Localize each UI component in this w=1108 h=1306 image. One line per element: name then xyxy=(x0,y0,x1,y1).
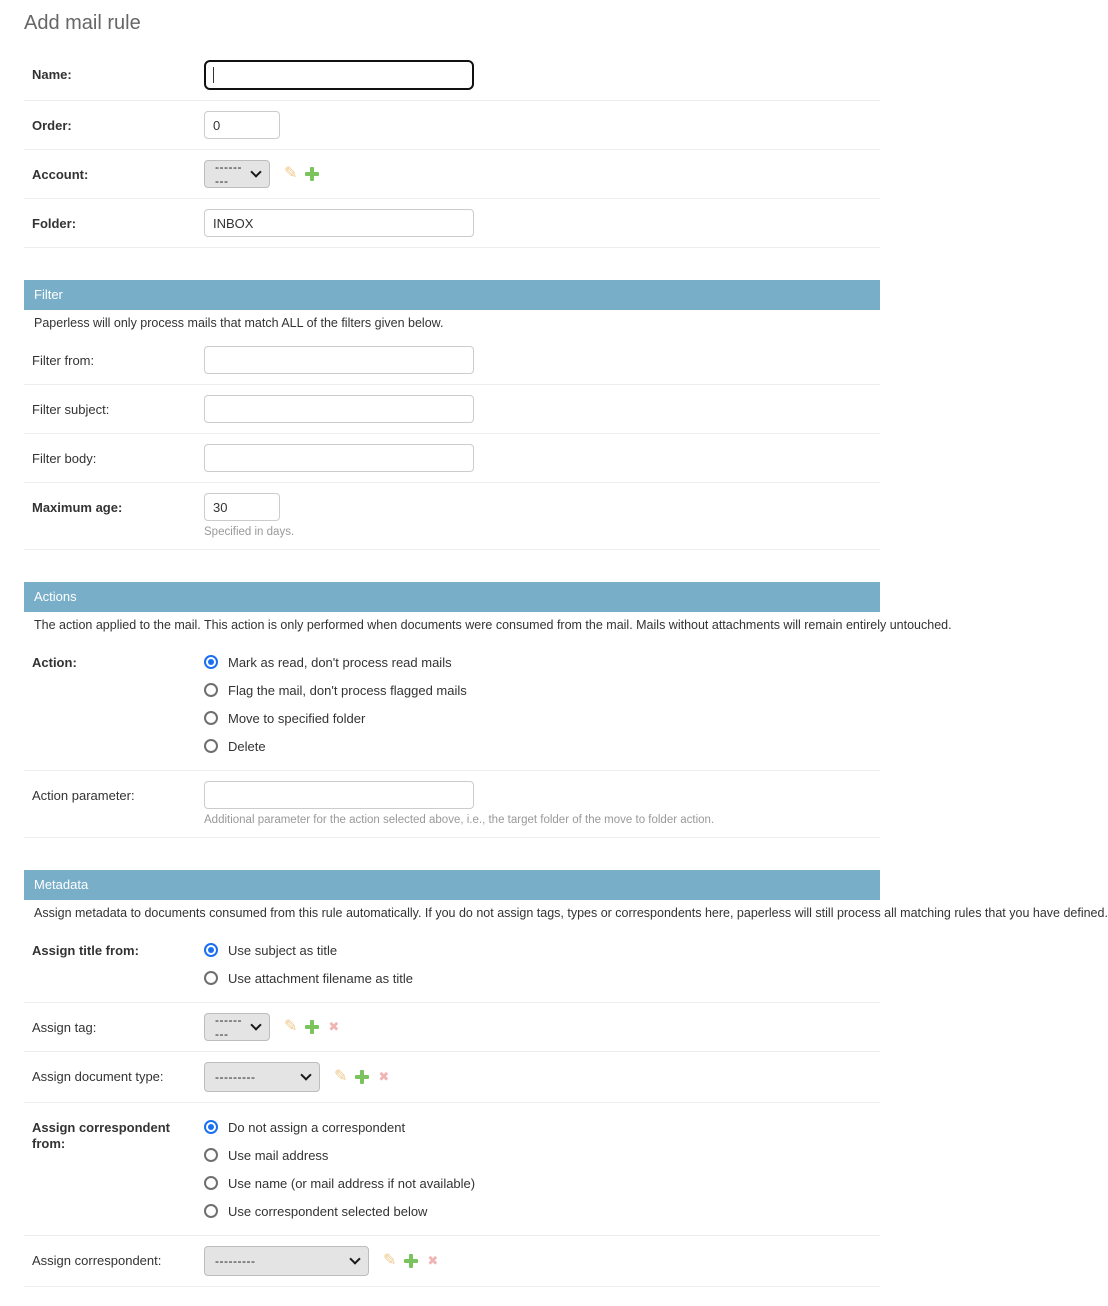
name-input[interactable] xyxy=(204,60,474,90)
folder-row xyxy=(24,199,880,248)
metadata-fieldset xyxy=(24,870,1108,1287)
actions-section-description: The action applied to the mail. This action is only performed when documents were consumed from the mail. Mails without attachments will remain entirely untouched. xyxy=(34,618,952,632)
delete-icon[interactable]: ✖ xyxy=(427,1253,439,1268)
assign-correspondent-from-radio-group xyxy=(204,1113,475,1225)
edit-icon[interactable]: ✎ xyxy=(284,165,298,182)
assign-tag-row xyxy=(24,1003,880,1052)
folder-input[interactable] xyxy=(204,209,474,237)
maximum-age-label: Maximum age: xyxy=(32,500,123,515)
radio-icon[interactable] xyxy=(204,1120,218,1134)
action-parameter-help: Additional parameter for the action selected above, i.e., the target folder of the move to folder action. xyxy=(204,814,715,826)
filter-body-input[interactable] xyxy=(204,444,474,472)
action-option-flag-mail[interactable] xyxy=(204,676,467,704)
add-icon[interactable] xyxy=(305,167,319,181)
filter-fieldset xyxy=(24,280,880,550)
radio-icon[interactable] xyxy=(204,1148,218,1162)
folder-label: Folder: xyxy=(32,216,77,231)
chevron-down-icon xyxy=(250,166,261,177)
radio-label[interactable]: Mark as read, don't process read mails xyxy=(228,654,452,670)
filter-body-row xyxy=(24,434,880,483)
assign-title-from-radio-group xyxy=(204,936,413,992)
action-option-delete[interactable] xyxy=(204,732,467,760)
maximum-age-row xyxy=(24,483,880,550)
action-parameter-row xyxy=(24,771,880,838)
filter-subject-input[interactable] xyxy=(204,395,474,423)
chevron-down-icon xyxy=(349,1253,360,1264)
account-select[interactable] xyxy=(204,160,270,188)
assign-correspondent-select[interactable] xyxy=(204,1246,369,1276)
radio-label[interactable]: Use correspondent selected below xyxy=(228,1203,428,1219)
add-icon[interactable] xyxy=(305,1020,319,1034)
assign-tag-select[interactable] xyxy=(204,1013,270,1041)
maximum-age-input[interactable] xyxy=(204,493,280,521)
general-fieldset xyxy=(24,50,880,248)
filter-section-description: Paperless will only process mails that match ALL of the filters given below. xyxy=(34,316,444,330)
assign-correspondent-label: Assign correspondent: xyxy=(32,1253,162,1268)
chevron-down-icon xyxy=(300,1069,311,1080)
assign-correspondent-select-value: --------- xyxy=(215,1254,256,1268)
radio-label[interactable]: Use attachment filename as title xyxy=(228,970,413,986)
metadata-section-description: Assign metadata to documents consumed from this rule automatically. If you do not assign tags, types or correspondents here, paperless will still process all matching rules that you have defined. xyxy=(34,906,1108,920)
account-row xyxy=(24,150,880,199)
filter-from-label: Filter from: xyxy=(32,353,95,368)
assign-document-type-select[interactable] xyxy=(204,1062,320,1092)
assign-correspondent-from-label: Assign correspondent from: xyxy=(32,1120,170,1151)
action-parameter-input[interactable] xyxy=(204,781,474,809)
action-parameter-label: Action parameter: xyxy=(32,788,135,803)
actions-fieldset xyxy=(24,582,952,838)
radio-icon[interactable] xyxy=(204,1204,218,1218)
assign-document-type-row xyxy=(24,1052,880,1103)
action-option-move-folder[interactable] xyxy=(204,704,467,732)
chevron-down-icon xyxy=(250,1019,261,1030)
radio-label[interactable]: Move to specified folder xyxy=(228,710,366,726)
page-title: Add mail rule xyxy=(24,12,141,34)
filter-from-input[interactable] xyxy=(204,346,474,374)
action-label: Action: xyxy=(32,655,77,670)
action-row xyxy=(24,638,880,771)
filter-section-header: Filter xyxy=(24,280,880,310)
assign-title-from-label: Assign title from: xyxy=(32,943,139,958)
assign-tag-select-value: --------- xyxy=(215,1013,242,1041)
order-input[interactable] xyxy=(204,111,280,139)
filter-from-row xyxy=(24,336,880,385)
name-label: Name: xyxy=(32,67,72,82)
radio-icon[interactable] xyxy=(204,739,218,753)
filter-subject-row xyxy=(24,385,880,434)
radio-label[interactable]: Use mail address xyxy=(228,1147,329,1163)
radio-icon[interactable] xyxy=(204,655,218,669)
radio-label[interactable]: Use subject as title xyxy=(228,942,338,958)
radio-icon[interactable] xyxy=(204,1176,218,1190)
action-option-mark-as-read[interactable] xyxy=(204,648,467,676)
radio-icon[interactable] xyxy=(204,971,218,985)
filter-body-label: Filter body: xyxy=(32,451,97,466)
radio-icon[interactable] xyxy=(204,711,218,725)
edit-icon[interactable]: ✎ xyxy=(383,1252,397,1269)
assign-title-from-row xyxy=(24,926,880,1003)
metadata-section-header: Metadata xyxy=(24,870,880,900)
actions-section-header: Actions xyxy=(24,582,880,612)
delete-icon[interactable]: ✖ xyxy=(328,1019,340,1034)
assign-tag-label: Assign tag: xyxy=(32,1020,97,1035)
order-row xyxy=(24,101,880,150)
assign-correspondent-from-row xyxy=(24,1103,880,1236)
assign-document-type-label: Assign document type: xyxy=(32,1069,164,1084)
edit-icon[interactable]: ✎ xyxy=(284,1018,298,1035)
action-radio-group xyxy=(204,648,467,760)
add-mail-rule-page xyxy=(0,10,1108,1306)
radio-label[interactable]: Flag the mail, don't process flagged mails xyxy=(228,682,467,698)
filter-subject-label: Filter subject: xyxy=(32,402,110,417)
text-caret xyxy=(213,67,214,83)
radio-label[interactable]: Do not assign a correspondent xyxy=(228,1119,406,1135)
correspondent-option-name[interactable] xyxy=(204,1169,475,1197)
correspondent-option-selected-below[interactable] xyxy=(204,1197,475,1225)
delete-icon[interactable]: ✖ xyxy=(378,1069,390,1084)
assign-correspondent-row xyxy=(24,1236,880,1287)
radio-label[interactable]: Delete xyxy=(228,738,266,754)
assign-document-type-select-value: --------- xyxy=(215,1070,256,1084)
edit-icon[interactable]: ✎ xyxy=(334,1068,348,1085)
name-row xyxy=(24,50,880,101)
add-icon[interactable] xyxy=(355,1070,369,1084)
maximum-age-help: Specified in days. xyxy=(204,526,295,538)
correspondent-option-mail-address[interactable] xyxy=(204,1141,475,1169)
add-icon[interactable] xyxy=(404,1254,418,1268)
radio-label[interactable]: Use name (or mail address if not available) xyxy=(228,1175,476,1191)
account-select-value: --------- xyxy=(215,160,242,188)
correspondent-option-none[interactable] xyxy=(204,1113,475,1141)
radio-icon[interactable] xyxy=(204,943,218,957)
title-option-subject[interactable] xyxy=(204,936,413,964)
order-label: Order: xyxy=(32,118,72,133)
account-label: Account: xyxy=(32,167,89,182)
radio-icon[interactable] xyxy=(204,683,218,697)
title-option-attachment-filename[interactable] xyxy=(204,964,413,992)
